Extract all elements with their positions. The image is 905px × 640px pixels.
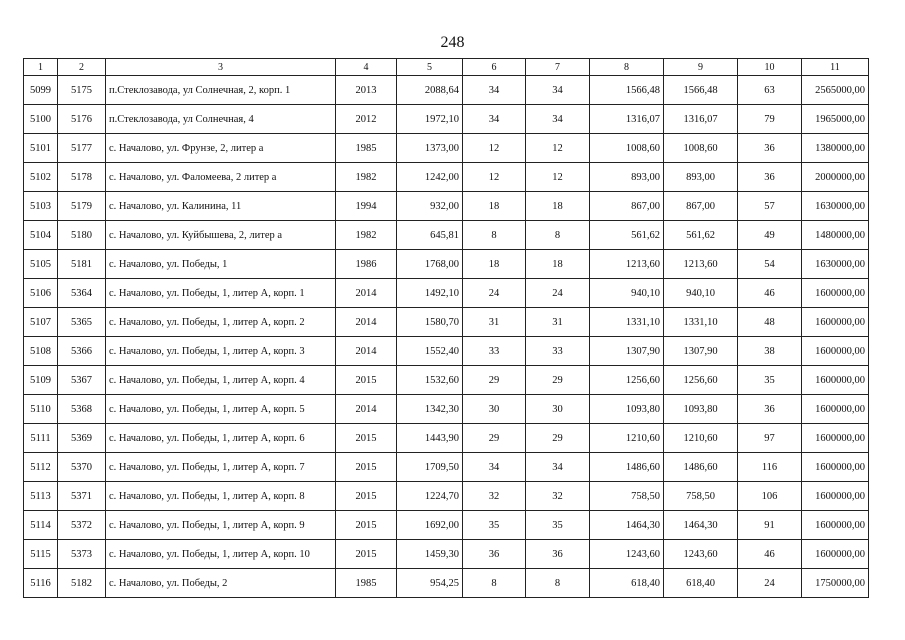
cell-total-area: 1552,40 <box>397 337 463 366</box>
cell-record-no: 5366 <box>58 337 106 366</box>
cell-col-6: 34 <box>463 76 526 105</box>
cell-col-7: 31 <box>526 308 590 337</box>
cell-col-10: 46 <box>738 540 802 569</box>
cell-row-no: 5113 <box>24 482 58 511</box>
cell-year: 1985 <box>336 134 397 163</box>
cell-col-6: 34 <box>463 105 526 134</box>
cell-address: с. Началово, ул. Победы, 1, литер А, корп. 10 <box>106 540 336 569</box>
cell-col-6: 30 <box>463 395 526 424</box>
cell-row-no: 5109 <box>24 366 58 395</box>
table-row <box>24 163 869 192</box>
cell-year: 2014 <box>336 337 397 366</box>
cell-col-7: 36 <box>526 540 590 569</box>
cell-total-area: 954,25 <box>397 569 463 598</box>
cell-col-8: 1213,60 <box>590 250 664 279</box>
cell-record-no: 5177 <box>58 134 106 163</box>
cell-address: с. Началово, ул. Победы, 1, литер А, корп. 2 <box>106 308 336 337</box>
cell-col-10: 35 <box>738 366 802 395</box>
cell-total-area: 1580,70 <box>397 308 463 337</box>
cell-year: 1985 <box>336 569 397 598</box>
cell-col-6: 8 <box>463 221 526 250</box>
column-header-3: 3 <box>106 59 336 76</box>
cell-col-7: 34 <box>526 105 590 134</box>
cell-amount: 1600000,00 <box>802 453 869 482</box>
cell-total-area: 1242,00 <box>397 163 463 192</box>
cell-col-10: 36 <box>738 395 802 424</box>
cell-col-7: 12 <box>526 134 590 163</box>
cell-record-no: 5182 <box>58 569 106 598</box>
table-row <box>24 250 869 279</box>
cell-row-no: 5112 <box>24 453 58 482</box>
cell-col-8: 1331,10 <box>590 308 664 337</box>
cell-address: с. Началово, ул. Победы, 1, литер А, корп. 4 <box>106 366 336 395</box>
cell-year: 2015 <box>336 482 397 511</box>
cell-col-6: 29 <box>463 366 526 395</box>
cell-amount: 1600000,00 <box>802 279 869 308</box>
cell-record-no: 5368 <box>58 395 106 424</box>
cell-col-7: 29 <box>526 424 590 453</box>
cell-year: 2012 <box>336 105 397 134</box>
cell-col-10: 24 <box>738 569 802 598</box>
cell-row-no: 5105 <box>24 250 58 279</box>
cell-col-6: 35 <box>463 511 526 540</box>
cell-col-8: 1566,48 <box>590 76 664 105</box>
table-row <box>24 337 869 366</box>
cell-col-6: 18 <box>463 250 526 279</box>
cell-amount: 1965000,00 <box>802 105 869 134</box>
cell-amount: 2000000,00 <box>802 163 869 192</box>
cell-total-area: 1459,30 <box>397 540 463 569</box>
cell-col-7: 30 <box>526 395 590 424</box>
cell-address: с. Началово, ул. Победы, 1, литер А, корп. 8 <box>106 482 336 511</box>
cell-col-8: 1316,07 <box>590 105 664 134</box>
cell-amount: 1600000,00 <box>802 424 869 453</box>
cell-record-no: 5365 <box>58 308 106 337</box>
cell-col-9: 1307,90 <box>664 337 738 366</box>
cell-total-area: 645,81 <box>397 221 463 250</box>
table-row <box>24 453 869 482</box>
table-row <box>24 308 869 337</box>
cell-row-no: 5108 <box>24 337 58 366</box>
cell-col-8: 867,00 <box>590 192 664 221</box>
cell-col-10: 36 <box>738 163 802 192</box>
cell-col-7: 34 <box>526 76 590 105</box>
cell-amount: 1380000,00 <box>802 134 869 163</box>
column-header-10: 10 <box>738 59 802 76</box>
cell-row-no: 5106 <box>24 279 58 308</box>
table-row <box>24 134 869 163</box>
cell-total-area: 1492,10 <box>397 279 463 308</box>
cell-row-no: 5103 <box>24 192 58 221</box>
cell-col-6: 12 <box>463 134 526 163</box>
column-header-8: 8 <box>590 59 664 76</box>
cell-col-9: 1464,30 <box>664 511 738 540</box>
table-row <box>24 279 869 308</box>
cell-address: с. Началово, ул. Победы, 1, литер А, корп. 6 <box>106 424 336 453</box>
cell-col-8: 1256,60 <box>590 366 664 395</box>
cell-record-no: 5181 <box>58 250 106 279</box>
cell-col-6: 24 <box>463 279 526 308</box>
table-row <box>24 424 869 453</box>
table-row <box>24 482 869 511</box>
cell-amount: 1600000,00 <box>802 395 869 424</box>
cell-col-10: 116 <box>738 453 802 482</box>
cell-col-10: 97 <box>738 424 802 453</box>
cell-col-10: 46 <box>738 279 802 308</box>
cell-year: 1982 <box>336 163 397 192</box>
cell-amount: 1630000,00 <box>802 192 869 221</box>
cell-col-8: 1464,30 <box>590 511 664 540</box>
cell-col-8: 618,40 <box>590 569 664 598</box>
table-body <box>24 59 869 598</box>
cell-col-8: 561,62 <box>590 221 664 250</box>
cell-row-no: 5102 <box>24 163 58 192</box>
cell-col-7: 29 <box>526 366 590 395</box>
cell-col-10: 54 <box>738 250 802 279</box>
cell-record-no: 5370 <box>58 453 106 482</box>
cell-total-area: 1532,60 <box>397 366 463 395</box>
cell-col-9: 1210,60 <box>664 424 738 453</box>
cell-amount: 1600000,00 <box>802 308 869 337</box>
cell-col-6: 34 <box>463 453 526 482</box>
cell-col-9: 1256,60 <box>664 366 738 395</box>
cell-col-8: 1243,60 <box>590 540 664 569</box>
cell-col-9: 1093,80 <box>664 395 738 424</box>
cell-year: 2014 <box>336 279 397 308</box>
cell-address: с. Началово, ул. Победы, 1 <box>106 250 336 279</box>
cell-amount: 1600000,00 <box>802 337 869 366</box>
cell-total-area: 1373,00 <box>397 134 463 163</box>
cell-year: 1986 <box>336 250 397 279</box>
column-header-2: 2 <box>58 59 106 76</box>
cell-col-7: 24 <box>526 279 590 308</box>
cell-col-9: 1213,60 <box>664 250 738 279</box>
cell-total-area: 1224,70 <box>397 482 463 511</box>
column-header-6: 6 <box>463 59 526 76</box>
cell-col-7: 32 <box>526 482 590 511</box>
table-row <box>24 395 869 424</box>
cell-col-8: 893,00 <box>590 163 664 192</box>
column-header-7: 7 <box>526 59 590 76</box>
cell-col-9: 1486,60 <box>664 453 738 482</box>
cell-col-9: 1316,07 <box>664 105 738 134</box>
cell-col-9: 867,00 <box>664 192 738 221</box>
cell-total-area: 1692,00 <box>397 511 463 540</box>
cell-col-7: 12 <box>526 163 590 192</box>
cell-address: п.Стеклозавода, ул Солнечная, 2, корп. 1 <box>106 76 336 105</box>
cell-total-area: 1443,90 <box>397 424 463 453</box>
cell-col-8: 940,10 <box>590 279 664 308</box>
cell-amount: 1630000,00 <box>802 250 869 279</box>
cell-amount: 1600000,00 <box>802 482 869 511</box>
table-row <box>24 192 869 221</box>
cell-col-6: 31 <box>463 308 526 337</box>
cell-col-9: 618,40 <box>664 569 738 598</box>
table-row <box>24 76 869 105</box>
cell-year: 1982 <box>336 221 397 250</box>
cell-record-no: 5178 <box>58 163 106 192</box>
column-header-9: 9 <box>664 59 738 76</box>
cell-col-8: 1307,90 <box>590 337 664 366</box>
cell-col-10: 57 <box>738 192 802 221</box>
cell-col-7: 18 <box>526 250 590 279</box>
cell-address: с. Началово, ул. Победы, 1, литер А, корп. 1 <box>106 279 336 308</box>
cell-amount: 1600000,00 <box>802 366 869 395</box>
cell-year: 2015 <box>336 453 397 482</box>
cell-col-7: 8 <box>526 221 590 250</box>
cell-col-6: 8 <box>463 569 526 598</box>
cell-row-no: 5110 <box>24 395 58 424</box>
cell-year: 2013 <box>336 76 397 105</box>
cell-row-no: 5104 <box>24 221 58 250</box>
column-header-11: 11 <box>802 59 869 76</box>
cell-record-no: 5371 <box>58 482 106 511</box>
cell-col-10: 91 <box>738 511 802 540</box>
cell-col-10: 79 <box>738 105 802 134</box>
cell-col-6: 12 <box>463 163 526 192</box>
cell-record-no: 5373 <box>58 540 106 569</box>
cell-row-no: 5116 <box>24 569 58 598</box>
cell-col-9: 561,62 <box>664 221 738 250</box>
cell-row-no: 5099 <box>24 76 58 105</box>
cell-row-no: 5115 <box>24 540 58 569</box>
page-number: 248 <box>440 34 465 51</box>
cell-record-no: 5372 <box>58 511 106 540</box>
cell-record-no: 5364 <box>58 279 106 308</box>
table-row <box>24 540 869 569</box>
cell-col-8: 1093,80 <box>590 395 664 424</box>
cell-address: с. Началово, ул. Победы, 1, литер А, корп. 7 <box>106 453 336 482</box>
cell-record-no: 5175 <box>58 76 106 105</box>
cell-col-8: 1210,60 <box>590 424 664 453</box>
cell-address: с. Началово, ул. Куйбышева, 2, литер а <box>106 221 336 250</box>
cell-total-area: 1768,00 <box>397 250 463 279</box>
cell-col-7: 8 <box>526 569 590 598</box>
cell-year: 2015 <box>336 366 397 395</box>
cell-address: с. Началово, ул. Победы, 1, литер А, корп. 9 <box>106 511 336 540</box>
header-row <box>24 59 869 76</box>
cell-amount: 1750000,00 <box>802 569 869 598</box>
register-table <box>23 58 869 598</box>
cell-col-10: 106 <box>738 482 802 511</box>
cell-col-8: 1008,60 <box>590 134 664 163</box>
cell-col-6: 36 <box>463 540 526 569</box>
cell-total-area: 1709,50 <box>397 453 463 482</box>
cell-year: 1994 <box>336 192 397 221</box>
cell-col-10: 36 <box>738 134 802 163</box>
cell-record-no: 5176 <box>58 105 106 134</box>
cell-col-9: 940,10 <box>664 279 738 308</box>
column-header-1: 1 <box>24 59 58 76</box>
cell-col-10: 63 <box>738 76 802 105</box>
table-row <box>24 221 869 250</box>
cell-row-no: 5100 <box>24 105 58 134</box>
cell-address: с. Началово, ул. Победы, 1, литер А, корп. 5 <box>106 395 336 424</box>
cell-amount: 1600000,00 <box>802 511 869 540</box>
cell-year: 2015 <box>336 540 397 569</box>
cell-record-no: 5180 <box>58 221 106 250</box>
cell-col-10: 49 <box>738 221 802 250</box>
cell-year: 2014 <box>336 308 397 337</box>
cell-col-10: 48 <box>738 308 802 337</box>
cell-col-10: 38 <box>738 337 802 366</box>
cell-total-area: 2088,64 <box>397 76 463 105</box>
cell-row-no: 5111 <box>24 424 58 453</box>
table-row <box>24 511 869 540</box>
cell-amount: 2565000,00 <box>802 76 869 105</box>
cell-record-no: 5369 <box>58 424 106 453</box>
cell-record-no: 5179 <box>58 192 106 221</box>
cell-col-7: 33 <box>526 337 590 366</box>
cell-total-area: 1342,30 <box>397 395 463 424</box>
table-row <box>24 366 869 395</box>
cell-col-9: 1243,60 <box>664 540 738 569</box>
cell-col-6: 32 <box>463 482 526 511</box>
cell-row-no: 5114 <box>24 511 58 540</box>
cell-address: с. Началово, ул. Фрунзе, 2, литер а <box>106 134 336 163</box>
cell-col-6: 18 <box>463 192 526 221</box>
cell-col-7: 34 <box>526 453 590 482</box>
cell-total-area: 1972,10 <box>397 105 463 134</box>
cell-address: с. Началово, ул. Победы, 2 <box>106 569 336 598</box>
cell-col-6: 29 <box>463 424 526 453</box>
cell-col-7: 18 <box>526 192 590 221</box>
cell-address: с. Началово, ул. Калинина, 11 <box>106 192 336 221</box>
cell-row-no: 5107 <box>24 308 58 337</box>
cell-total-area: 932,00 <box>397 192 463 221</box>
cell-year: 2015 <box>336 424 397 453</box>
column-header-5: 5 <box>397 59 463 76</box>
cell-year: 2014 <box>336 395 397 424</box>
cell-year: 2015 <box>336 511 397 540</box>
cell-amount: 1480000,00 <box>802 221 869 250</box>
cell-col-7: 35 <box>526 511 590 540</box>
cell-col-6: 33 <box>463 337 526 366</box>
cell-address: п.Стеклозавода, ул Солнечная, 4 <box>106 105 336 134</box>
cell-col-9: 758,50 <box>664 482 738 511</box>
cell-col-9: 1008,60 <box>664 134 738 163</box>
cell-col-9: 1331,10 <box>664 308 738 337</box>
column-header-4: 4 <box>336 59 397 76</box>
cell-amount: 1600000,00 <box>802 540 869 569</box>
cell-address: с. Началово, ул. Фаломеева, 2 литер а <box>106 163 336 192</box>
cell-record-no: 5367 <box>58 366 106 395</box>
cell-address: с. Началово, ул. Победы, 1, литер А, корп. 3 <box>106 337 336 366</box>
cell-col-8: 1486,60 <box>590 453 664 482</box>
table-row <box>24 569 869 598</box>
cell-row-no: 5101 <box>24 134 58 163</box>
table-row <box>24 105 869 134</box>
cell-col-8: 758,50 <box>590 482 664 511</box>
cell-col-9: 893,00 <box>664 163 738 192</box>
cell-col-9: 1566,48 <box>664 76 738 105</box>
